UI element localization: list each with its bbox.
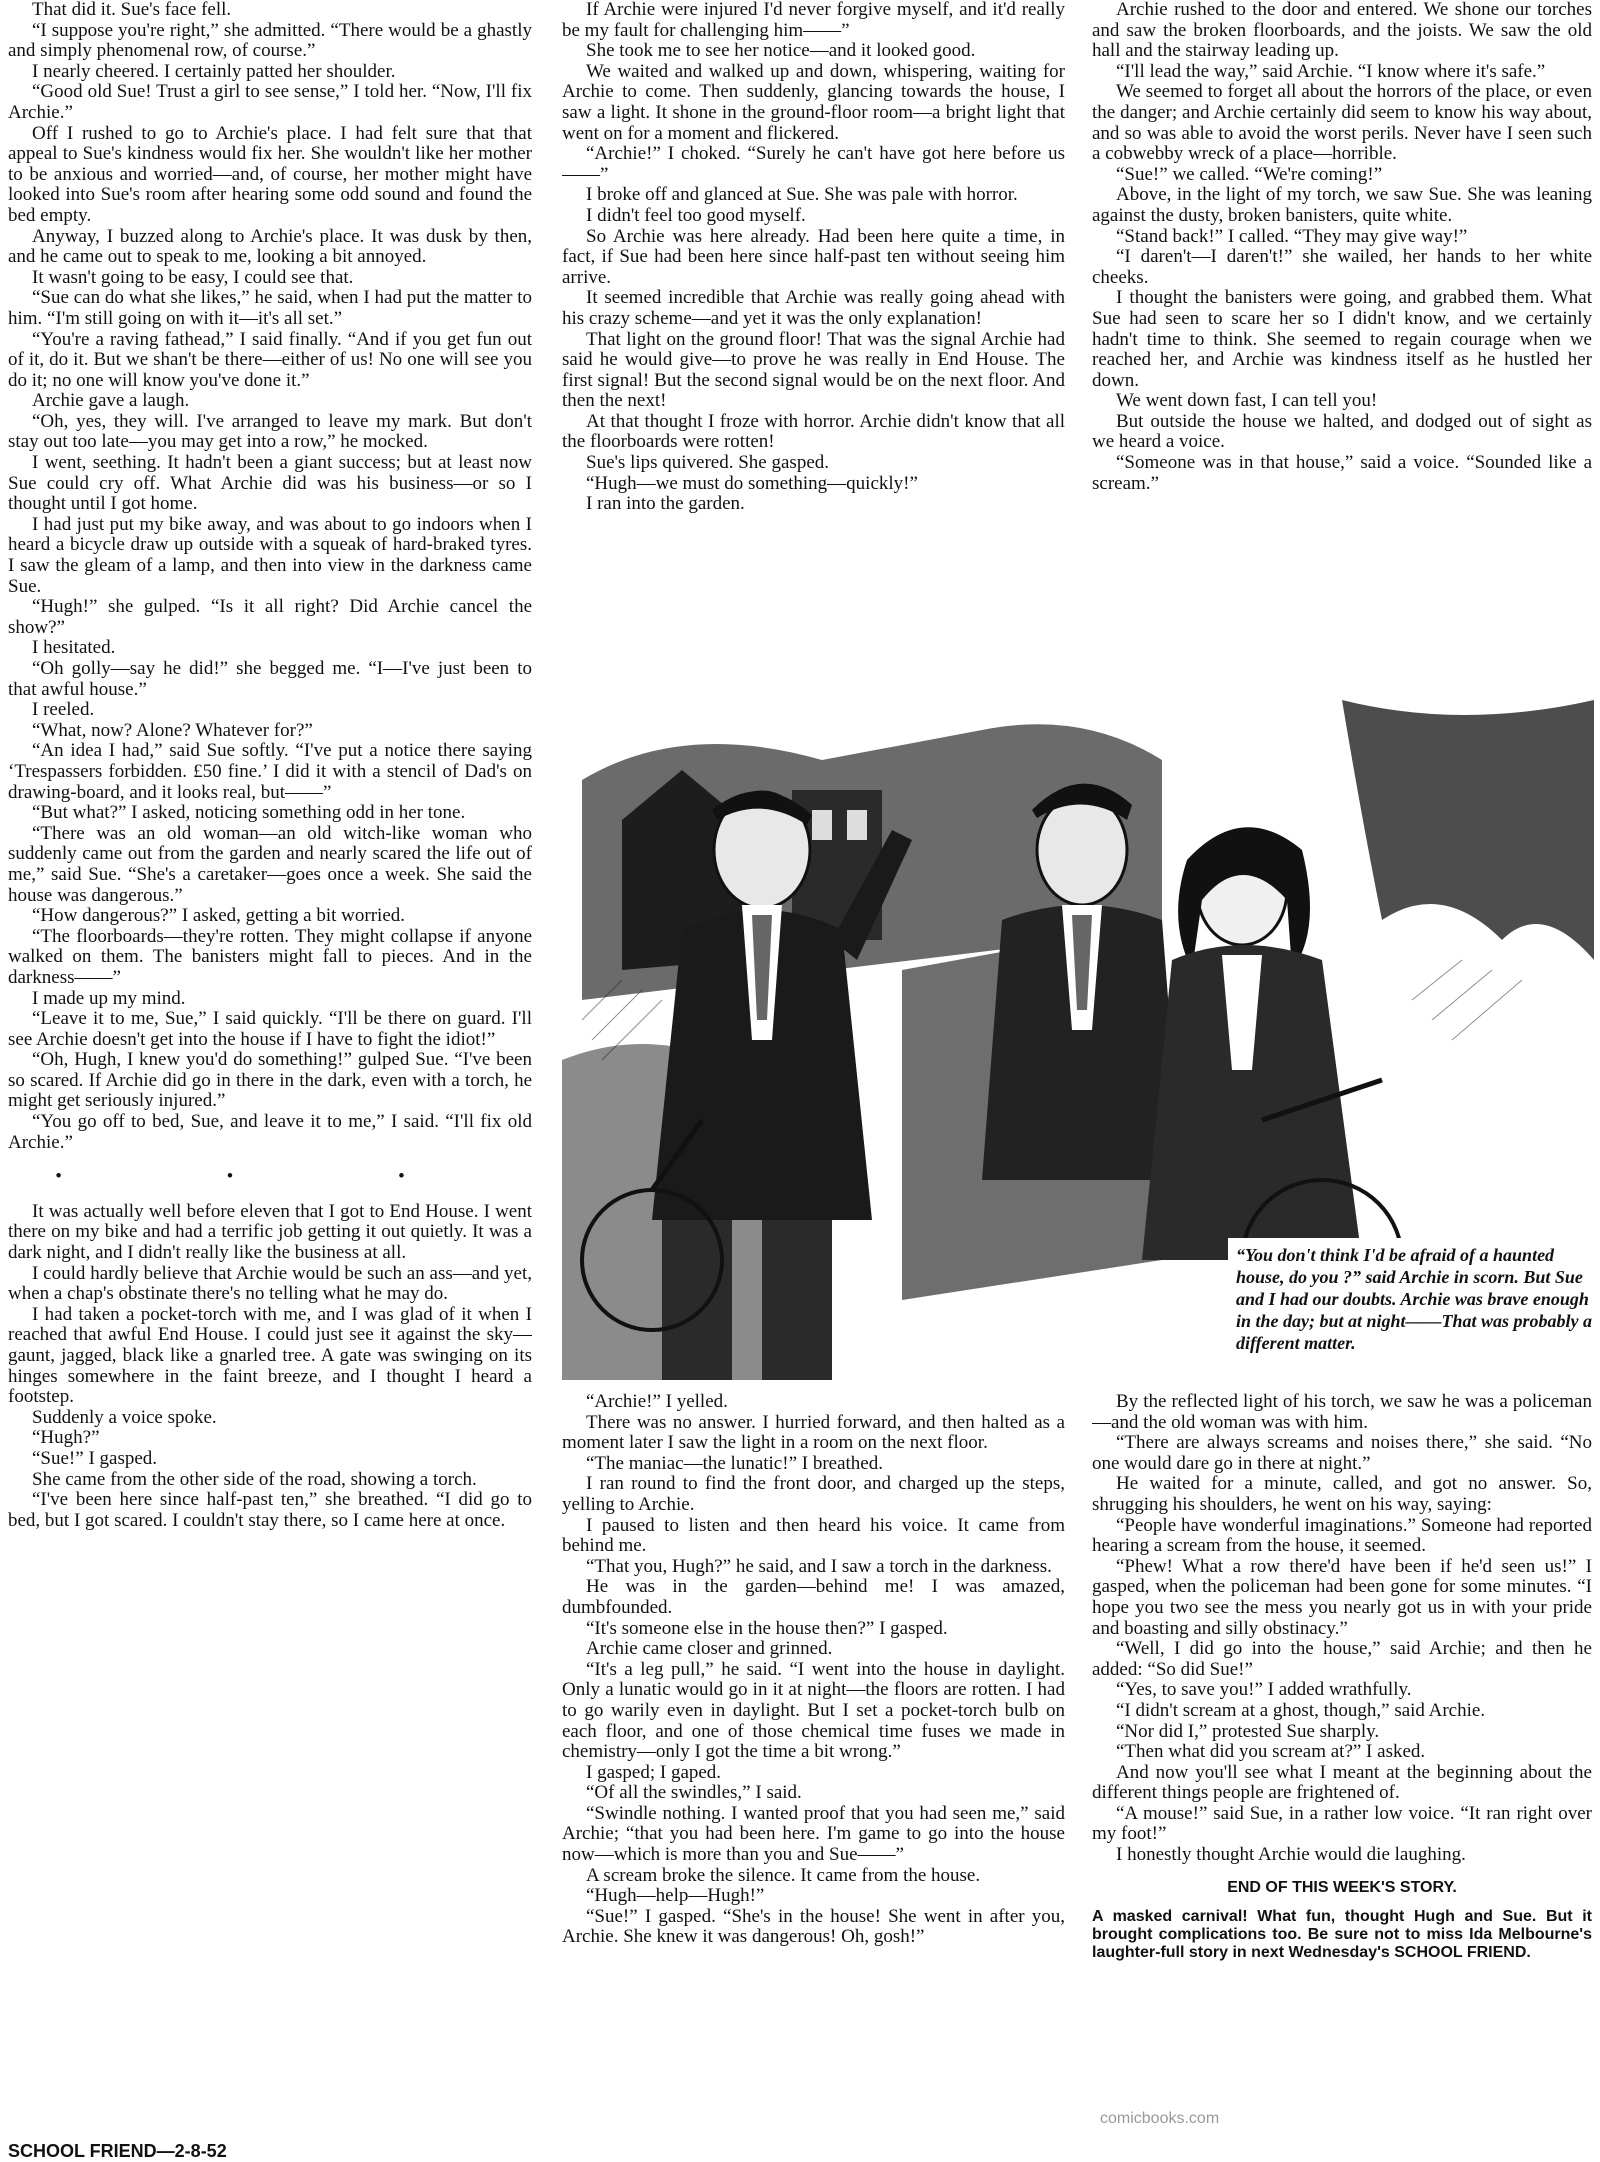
paragraph: “Oh, Hugh, I knew you'd do something!” gulped Sue. “I've been so scared. If Archie did go in there in the dark, even with a torch, he might get seriously injured.” xyxy=(8,1049,532,1112)
paragraph: I could hardly believe that Archie would be such an ass—and yet, when a chap's obstinate there's no telling what he may do. xyxy=(8,1262,532,1305)
paragraph: She took me to see her notice—and it looked good. xyxy=(586,40,976,62)
paragraph: It was actually well before eleven that I got to End House. I went there on my bike and had a terrific job getting it out quietly. It was a dark night, and I didn't really like the business at all. xyxy=(8,1200,532,1264)
paragraph: “Yes, to save you!” I added wrathfully. xyxy=(1116,1679,1412,1701)
paragraph: “Of all the swindles,” I said. xyxy=(586,1782,802,1804)
paragraph: “That you, Hugh?” he said, and I saw a torch in the darkness. xyxy=(586,1555,1052,1577)
paragraph: And now you'll see what I meant at the beginning about the different things people are frightened of. xyxy=(1092,1761,1592,1804)
paragraph: “I daren't—I daren't!” she wailed, her hands to her white cheeks. xyxy=(1092,246,1592,288)
paragraph: Sue's lips quivered. She gasped. xyxy=(586,452,830,474)
paragraph: I went, seething. It hadn't been a giant success; but at least now Sue could cry off. What Archie did was his business—or so I thought until I got home. xyxy=(8,452,532,515)
paragraph: I hesitated. xyxy=(32,637,116,659)
column-2 xyxy=(562,0,1065,700)
paragraph: “Archie!” I choked. “Surely he can't have got here before us——” xyxy=(562,143,1065,185)
paragraph: “I didn't scream at a ghost, though,” said Archie. xyxy=(1116,1699,1486,1721)
paragraph: Archie came closer and grinned. xyxy=(586,1638,833,1660)
paragraph: We waited and walked up and down, whispering, waiting for Archie to come. Then suddenly, glancing towards the house, I saw a light. It shone in the ground-floor room—a bright light that went on for a moment and flickered. xyxy=(562,60,1065,144)
paragraph: I nearly cheered. I certainly patted her shoulder. xyxy=(32,60,396,82)
paragraph: Suddenly a voice spoke. xyxy=(32,1406,217,1428)
paragraph: There was no answer. I hurried forward, and then halted as a moment later I saw the light in a room on the next floor. xyxy=(562,1411,1065,1454)
paragraph: So Archie was here already. Had been here quite a time, in fact, if Sue had been here since half-past ten without seeing him arrive. xyxy=(562,225,1065,288)
paragraph: “Hugh—help—Hugh!” xyxy=(586,1885,765,1907)
paragraph: “The maniac—the lunatic!” I breathed. xyxy=(586,1452,883,1474)
paragraph: “Sue can do what she likes,” he said, when I had put the matter to him. “I'm still going on with it—it's all set.” xyxy=(8,287,532,329)
paragraph: “Stand back!” I called. “They may give way!” xyxy=(1116,225,1468,247)
next-week-teaser: A masked carnival! What fun, thought Hugh and Sue. But it brought complications too. Be sure not to miss Ida Melbourne's laughter-full story in next Wednesday's SCHOOL FRIEND. xyxy=(1092,1908,1592,1962)
paragraph: “Oh, yes, they will. I've arranged to leave my mark. But don't stay out too late—you may get into a row,” he mocked. xyxy=(8,410,532,453)
column-2-lower xyxy=(562,1392,1065,2162)
paragraph: “There was an old woman—an old witch-like woman who suddenly came out from the garden and nearly scared the life out of me,” said Sue. “She's a caretaker—goes once a week. She said the house was dangerous.” xyxy=(8,822,532,906)
paragraph: “I suppose you're right,” she admitted. “There would be a ghastly and simply phenomenal row, of course.” xyxy=(8,19,532,62)
paragraph: “What, now? Alone? Whatever for?” xyxy=(32,719,313,741)
column-1 xyxy=(8,0,532,2162)
paragraph: “Someone was in that house,” said a voice. “Sounded like a scream.” xyxy=(1092,452,1592,494)
paragraph: I honestly thought Archie would die laughing. xyxy=(1116,1844,1466,1866)
illustration-caption: “You don't think I'd be afraid of a haunted house, do you ?” said Archie in scorn. But Sue and I had our doubts. Archie was brave enough in the day; but at night——That was probably a different matter. xyxy=(1228,1238,1600,1360)
paragraph: By the reflected light of his torch, we saw he was a policeman—and the old woman was with him. xyxy=(1092,1392,1592,1433)
paragraph: She came from the other side of the road, showing a torch. xyxy=(32,1468,477,1490)
paragraph: At that thought I froze with horror. Archie didn't know that all the floorboards were rotten! xyxy=(562,410,1065,453)
paragraph: “Phew! What a row there'd have been if he'd seen us!” I gasped, when the policeman had been gone for some minutes. “I hope you two see the mess you nearly got us in with your pride and boasting and silly obstinacy.” xyxy=(1092,1555,1592,1639)
column-3-lower xyxy=(1092,1392,1592,2162)
paragraph: “An idea I had,” said Sue softly. “I've put a notice there saying ‘Trespassers forbidden. £50 fine.’ I did it with a stencil of Dad's on drawing-board, and it looks real, but——” xyxy=(8,740,532,803)
paragraph: I had taken a pocket-torch with me, and I was glad of it when I reached that awful End House. I could just see it against the sky—gaunt, jagged, black like a gnarled tree. A gate was swinging on its hinges somewhere in the faint breeze, and I thought I heard a footstep. xyxy=(8,1303,532,1408)
paragraph: A scream broke the silence. It came from the house. xyxy=(586,1864,981,1886)
paragraph: He waited for a minute, called, and got no answer. So, shrugging his shoulders, he went on his way, saying: xyxy=(1092,1473,1592,1515)
paragraph: “How dangerous?” I asked, getting a bit worried. xyxy=(32,905,406,927)
paragraph: I thought the banisters were going, and grabbed them. What Sue had seen to scare her so I didn't know, and we certainly hadn't time to think. She seemed to regain courage when we reached her, and Archie was kindness itself as he hustled her down. xyxy=(1092,287,1592,391)
paragraph: He was in the garden—behind me! I was amazed, dumbfounded. xyxy=(562,1576,1065,1618)
paragraph: I paused to listen and then heard his voice. It came from behind me. xyxy=(562,1514,1065,1557)
paragraph: “Hugh?” xyxy=(32,1427,100,1449)
paragraph: “The floorboards—they're rotten. They might collapse if anyone walked on them. The banisters might fall to pieces. And in the darkness——” xyxy=(8,925,532,988)
paragraph: I broke off and glanced at Sue. She was pale with horror. xyxy=(586,184,1018,206)
paragraph: “There are always screams and noises there,” she said. “No one would dare go in there at night.” xyxy=(1092,1432,1592,1474)
paragraph: I ran into the garden. xyxy=(586,493,745,515)
paragraph: “Hugh!” she gulped. “Is it all right? Did Archie cancel the show?” xyxy=(8,596,532,638)
paragraph: “Archie!” I yelled. xyxy=(586,1392,728,1412)
paragraph: “Then what did you scream at?” I asked. xyxy=(1116,1741,1426,1763)
paragraph: “People have wonderful imaginations.” Someone had reported hearing a scream from the house, it seemed. xyxy=(1092,1514,1592,1557)
watermark: comicbooks.com xyxy=(1100,2110,1220,2127)
paragraph: “It's a leg pull,” he said. “I went into the house in daylight. Only a lunatic would go in it at night—the floors are rotten. I had to go warily even in daylight. But I set a pocket-torch bulb on each floor, and one of those chemical time fuses we made in chemistry—only I got the time a bit wrong.” xyxy=(562,1658,1065,1763)
end-of-story: END OF THIS WEEK'S STORY. xyxy=(1227,1878,1457,1896)
paragraph: I gasped; I gaped. xyxy=(586,1761,722,1783)
column-3 xyxy=(1092,0,1592,700)
paragraph: “But what?” I asked, noticing something odd in her tone. xyxy=(32,802,466,824)
paragraph: That did it. Sue's face fell. xyxy=(32,0,232,20)
paragraph: “Swindle nothing. I wanted proof that you had seen me,” said Archie; “that you had been here. I'm game to go into the house now—which is more than you and Sue——” xyxy=(562,1802,1065,1866)
paragraph: “Sue!” I gasped. “She's in the house! She went in after you, Archie. She knew it was dangerous! Oh, gosh!” xyxy=(562,1905,1065,1948)
paragraph: It wasn't going to be easy, I could see that. xyxy=(32,266,354,288)
paragraph: Archie gave a laugh. xyxy=(32,390,190,412)
paragraph: “Well, I did go into the house,” said Archie; and then he added: “So did Sue!” xyxy=(1092,1638,1592,1680)
paragraph: I had just put my bike away, and was about to go indoors when I heard a bicycle draw up outside with a squeak of hard-braked tyres. I saw the gleam of a lamp, and then into view in the darkness came Sue. xyxy=(8,513,532,597)
paragraph: We went down fast, I can tell you! xyxy=(1116,390,1378,412)
paragraph: “You're a raving fathead,” I said finally. “And if you get fun out of it, do it. But we shan't be there—either of us! No one will see you do it; no one will know you've done it.” xyxy=(8,328,532,391)
paragraph: We seemed to forget all about the horrors of the place, or even the danger; and Archie certainly did seem to know his way about, and so was able to avoid the worst perils. Never have I seen such a cobwebby wreck of a place—horrible. xyxy=(1092,81,1592,165)
paragraph: “Leave it to me, Sue,” I said quickly. “I'll be there on guard. I'll see Archie doesn't get into the house if I have to fight the idiot!” xyxy=(8,1008,532,1050)
paragraph: Anyway, I buzzed along to Archie's place. It was dusk by then, and he came out to speak to me, looking a bit annoyed. xyxy=(8,225,532,268)
paragraph: “I've been here since half-past ten,” she breathed. “I did go to bed, but I got scared. I couldn't stay there, so I came here at once. xyxy=(8,1489,532,1531)
paragraph: “Good old Sue! Trust a girl to see sense,” I told her. “Now, I'll fix Archie.” xyxy=(8,81,532,123)
paragraph: “Nor did I,” protested Sue sharply. xyxy=(1116,1720,1380,1742)
paragraph: It seemed incredible that Archie was really going ahead with his crazy scheme—and yet it was the only explanation! xyxy=(562,287,1065,329)
paragraph: “Oh golly—say he did!” she begged me. “I—I've just been to that awful house.” xyxy=(8,658,532,700)
paragraph: “It's someone else in the house then?” I gasped. xyxy=(586,1617,948,1639)
paragraph: I made up my mind. xyxy=(32,987,186,1009)
paragraph: “A mouse!” said Sue, in a rather low voice. “It ran right over my foot!” xyxy=(1092,1802,1592,1845)
paragraph: Above, in the light of my torch, we saw Sue. She was leaning against the dusty, broken banisters, quite white. xyxy=(1092,184,1592,226)
paragraph: But outside the house we halted, and dodged out of sight as we heard a voice. xyxy=(1092,410,1592,453)
paragraph: Archie rushed to the door and entered. We shone our torches and saw the broken floorboards, and the joists. We saw the old hall and the stairway leading up. xyxy=(1092,0,1592,62)
paragraph: Off I rushed to go to Archie's place. I had felt sure that that appeal to Sue's kindness would fix her. She wouldn't like her mother to be anxious and worried—and, of course, her mother might have looked into Sue's room after hearing some odd sound and found the bed empty. xyxy=(8,122,532,226)
paragraph: “Sue!” we called. “We're coming!” xyxy=(1116,163,1383,185)
paragraph: “You go off to bed, Sue, and leave it to me,” I said. “I'll fix old Archie.” xyxy=(8,1111,532,1153)
paragraph: That light on the ground floor! That was the signal Archie had said he would give—to prove he was really in End House. The first signal! But the second signal would be on the next floor. And then the next! xyxy=(562,328,1065,412)
paragraph: I didn't feel too good myself. xyxy=(586,204,806,226)
paragraph: I reeled. xyxy=(32,699,95,721)
paragraph: I ran round to find the front door, and charged up the steps, yelling to Archie. xyxy=(562,1473,1065,1515)
paragraph: If Archie were injured I'd never forgive myself, and it'd really be my fault for challenging him——” xyxy=(562,0,1065,41)
section-break: • • • xyxy=(55,1166,485,1188)
page-footer: SCHOOL FRIEND—2-8-52 xyxy=(8,2141,227,2161)
paragraph: “Sue!” I gasped. xyxy=(32,1447,158,1469)
paragraph: “Hugh—we must do something—quickly!” xyxy=(586,472,918,494)
paragraph: “I'll lead the way,” said Archie. “I know where it's safe.” xyxy=(1116,60,1546,82)
